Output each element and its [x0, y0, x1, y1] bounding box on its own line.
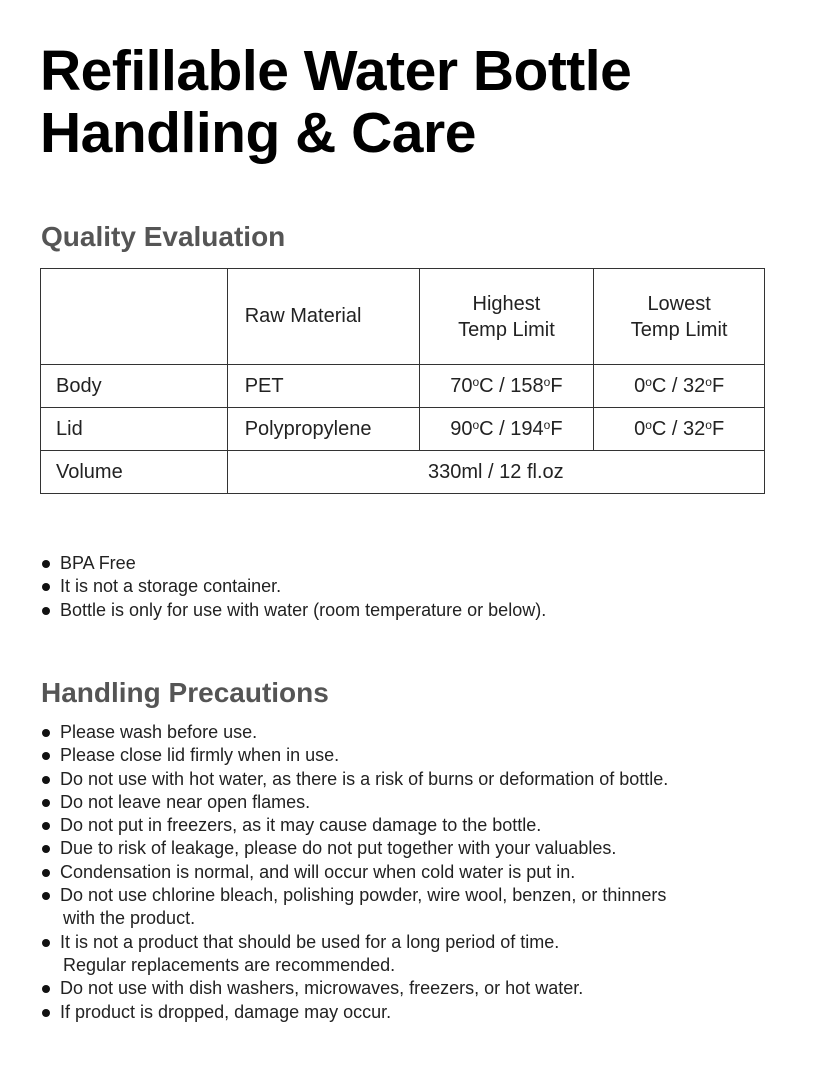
- list-item-text: Do not use with dish washers, microwaves, freezers, or hot water.: [60, 978, 584, 999]
- table-header-lowest-line-1: Lowest: [647, 292, 711, 315]
- list-item: [40, 768, 668, 791]
- degree-mark: o: [472, 417, 480, 432]
- list-item: [40, 791, 668, 814]
- list-item-text: Do not use chlorine bleach, polishing powder, wire wool, benzen, or thinners: [60, 885, 667, 906]
- table-cell-highest-temp: [419, 365, 594, 408]
- list-item-text: Condensation is normal, and will occur when cold water is put in.: [60, 861, 576, 882]
- table-cell-material: Polypropylene: [227, 408, 419, 451]
- temp-value-f: 32: [683, 417, 706, 440]
- temp-value-f: 158: [510, 374, 544, 397]
- degree-mark: o: [705, 374, 712, 389]
- list-item: [40, 884, 668, 931]
- list-item-text: Bottle is only for use with water (room temperature or below).: [60, 599, 547, 620]
- list-item-text: Please wash before use.: [60, 722, 258, 742]
- list-item: [40, 977, 668, 1000]
- degree-mark: o: [645, 417, 652, 432]
- table-cell-lowest-temp: [594, 408, 765, 451]
- list-item-text: It is not a product that should be used for a long period of time.: [60, 931, 560, 952]
- degree-mark: o: [705, 417, 712, 432]
- temp-value-f: 194: [510, 417, 544, 440]
- quality-evaluation-heading: Quality Evaluation: [41, 221, 286, 252]
- table-row-lid: [41, 408, 765, 451]
- degree-mark: o: [645, 374, 652, 389]
- temp-unit-f: F: [711, 374, 725, 397]
- table-header-empty-cell: [41, 269, 228, 365]
- table-header-highest-temp: [419, 269, 594, 365]
- list-item: [40, 599, 546, 622]
- temp-value-c: 0: [634, 374, 646, 397]
- temp-unit-f: F: [711, 417, 725, 440]
- temp-value-c: 0: [634, 417, 646, 440]
- list-item-text-continuation: Regular replacements are recommended.: [63, 954, 396, 975]
- temp-unit-f: F: [550, 374, 563, 397]
- table-row-body: [41, 365, 765, 408]
- table-header-row: [41, 269, 765, 365]
- table-header-highest-line-2: Temp Limit: [458, 318, 555, 341]
- table-cell-volume-label: Volume: [41, 451, 228, 494]
- temp-value-c: 90: [450, 417, 473, 440]
- page-title-line-2: Handling & Care: [40, 101, 476, 165]
- list-item-text-continuation: with the product.: [63, 908, 196, 929]
- table-cell-lowest-temp: [594, 365, 765, 408]
- list-item: [40, 861, 668, 884]
- quality-evaluation-table: [40, 268, 765, 494]
- list-item: [40, 931, 668, 978]
- table-cell-highest-temp: [419, 408, 594, 451]
- list-item-text: Please close lid firmly when in use.: [60, 745, 340, 766]
- table-cell-volume-value: 330ml / 12 fl.oz: [227, 451, 764, 494]
- table-row-volume: [41, 451, 765, 494]
- list-item: [40, 744, 668, 767]
- notes-list: [40, 552, 546, 622]
- list-item: [40, 837, 668, 860]
- temp-value-c: 70: [450, 374, 473, 397]
- temp-unit-c: C: [479, 374, 494, 397]
- degree-mark: o: [543, 417, 551, 432]
- degree-mark: o: [543, 374, 551, 389]
- temp-unit-c: C: [651, 374, 667, 397]
- list-item-text: Do not use with hot water, as there is a risk of burns or deformation of bottle.: [60, 768, 669, 789]
- list-item-text: If product is dropped, damage may occur.: [60, 1001, 392, 1022]
- table-cell-part: Body: [41, 365, 228, 408]
- list-item-text: BPA Free: [60, 553, 136, 573]
- temp-unit-f: F: [550, 417, 563, 440]
- handling-precautions-heading: Handling Precautions: [41, 677, 329, 708]
- list-item-text: It is not a storage container.: [60, 576, 282, 597]
- temp-separator: /: [493, 417, 511, 440]
- precautions-list: [40, 721, 668, 1024]
- temp-separator: /: [666, 417, 684, 440]
- list-item: [40, 575, 546, 598]
- temp-value-f: 32: [683, 374, 706, 397]
- list-item-text: Due to risk of leakage, please do not put together with your valuables.: [60, 838, 617, 859]
- temp-unit-c: C: [651, 417, 667, 440]
- list-item-text: Do not leave near open flames.: [60, 791, 311, 812]
- table-cell-material: PET: [227, 365, 419, 408]
- list-item: [40, 721, 668, 744]
- temp-unit-c: C: [479, 417, 494, 440]
- table-header-raw-material: Raw Material: [227, 269, 419, 365]
- table-header-highest-line-1: Highest: [472, 292, 541, 315]
- list-item: [40, 814, 668, 837]
- list-item: [40, 552, 546, 575]
- degree-mark: o: [472, 374, 480, 389]
- list-item: [40, 1001, 668, 1024]
- page-title: [40, 40, 631, 164]
- table-header-lowest-temp: [594, 269, 765, 365]
- page-title-line-1: Refillable Water Bottle: [40, 39, 632, 103]
- table-header-lowest-line-2: Temp Limit: [630, 318, 728, 341]
- temp-separator: /: [493, 374, 511, 397]
- list-item-text: Do not put in freezers, as it may cause damage to the bottle.: [60, 815, 542, 836]
- table-cell-part: Lid: [41, 408, 228, 451]
- temp-separator: /: [666, 374, 684, 397]
